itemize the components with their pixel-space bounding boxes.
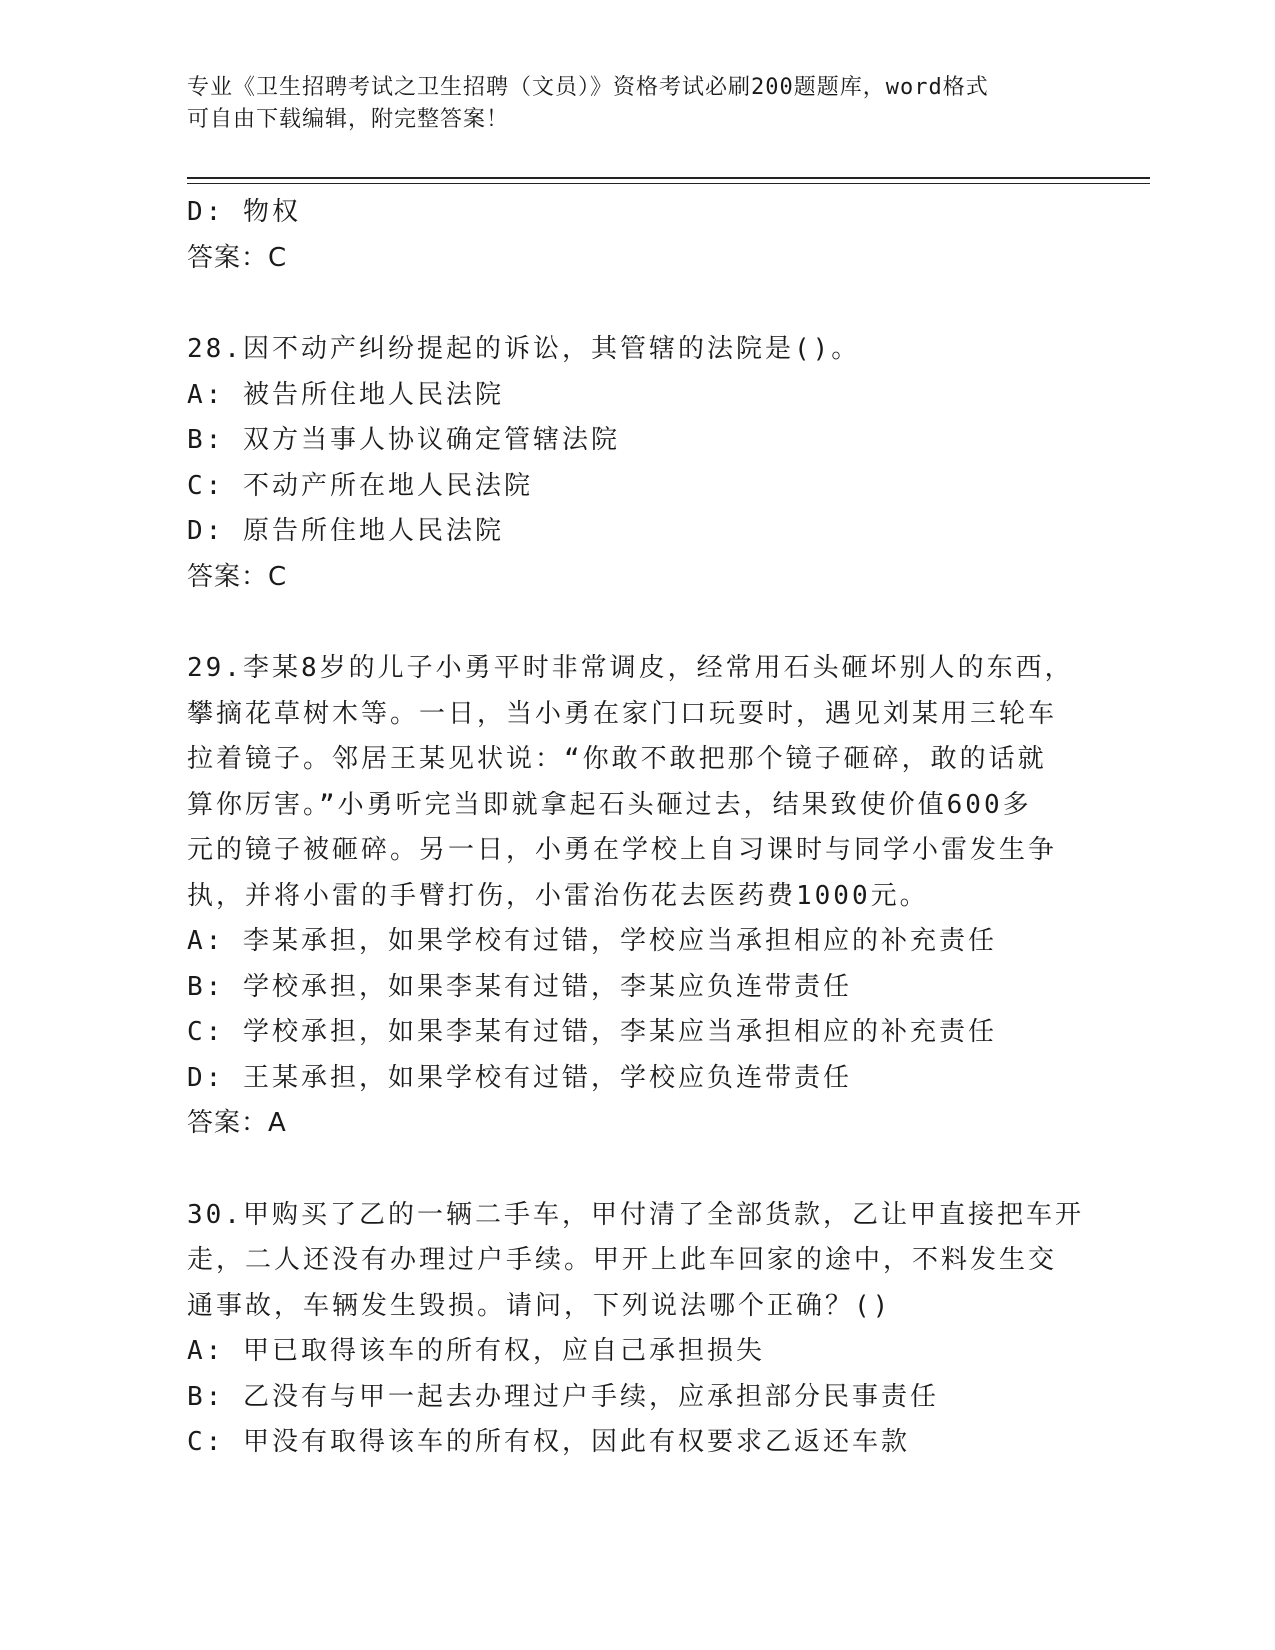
- question-stem-line: 29.李某8岁的儿子小勇平时非常调皮，经常用石头砸坏别人的东西，: [187, 653, 1074, 683]
- option-a: A: 甲已取得该车的所有权，应自己承担损失: [187, 1336, 765, 1366]
- question-stem-line: 执，并将小雷的手臂打伤，小雷治伤花去医药费1000元。: [187, 880, 929, 911]
- question-28: [187, 327, 1087, 600]
- header-divider-thick: [187, 177, 1150, 179]
- option-c: C: 不动产所在地人民法院: [187, 470, 533, 501]
- option-b: B: 双方当事人协议确定管辖法院: [187, 425, 620, 455]
- option-a: A: 被告所住地人民法院: [187, 379, 504, 410]
- question-30: [187, 1193, 1087, 1466]
- option-c: C: 甲没有取得该车的所有权，因此有权要求乙返还车款: [187, 1427, 910, 1457]
- document-header: [187, 72, 1077, 136]
- question-stem-line: 30.甲购买了乙的一辆二手车，甲付清了全部货款，乙让甲直接把车开: [187, 1199, 1084, 1230]
- question-stem-line: 元的镜子被砸碎。另一日，小勇在学校上自习课时与同学小雷发生争: [187, 835, 1058, 865]
- option-d: D: 物权: [187, 197, 301, 227]
- question-stem-line: 拉着镜子。邻居王某见状说：“你敢不敢把那个镜子砸碎，敢的话就: [187, 744, 1047, 774]
- question-stem-line: 通事故，车辆发生毁损。请问，下列说法哪个正确？(): [187, 1290, 892, 1321]
- spacer: [187, 281, 1087, 327]
- header-title-line-1: 专业《卫生招聘考试之卫生招聘（文员）》资格考试必刷200题题库，word格式: [187, 75, 989, 100]
- header-divider-thin: [187, 183, 1150, 184]
- question-29: [187, 646, 1087, 1147]
- previous-question-tail: [187, 190, 1087, 281]
- answer-line: 答案：A: [187, 1108, 287, 1138]
- option-d: D: 王某承担，如果学校有过错，学校应负连带责任: [187, 1062, 852, 1093]
- question-stem: 28.因不动产纠纷提起的诉讼，其管辖的法院是()。: [187, 334, 861, 364]
- option-a: A: 李某承担，如果学校有过错，学校应当承担相应的补充责任: [187, 926, 997, 956]
- spacer: [187, 1147, 1087, 1193]
- option-b: B: 乙没有与甲一起去办理过户手续，应承担部分民事责任: [187, 1381, 939, 1412]
- option-b: B: 学校承担，如果李某有过错，李某应负连带责任: [187, 971, 852, 1002]
- option-d: D: 原告所住地人民法院: [187, 516, 504, 546]
- option-c: C: 学校承担，如果李某有过错，李某应当承担相应的补充责任: [187, 1017, 997, 1047]
- answer-line: 答案：C: [187, 561, 288, 592]
- question-stem-line: 走，二人还没有办理过户手续。甲开上此车回家的途中，不料发生交: [187, 1245, 1058, 1275]
- question-stem-line: 算你厉害。”小勇听完当即就拿起石头砸过去，结果致使价值600多: [187, 789, 1032, 820]
- question-content: [187, 190, 1087, 1466]
- question-stem-line: 攀摘花草树木等。一日，当小勇在家门口玩耍时，遇见刘某用三轮车: [187, 698, 1058, 729]
- header-title-line-2: 可自由下载编辑，附完整答案！: [187, 107, 510, 132]
- spacer: [187, 600, 1087, 646]
- answer-line: 答案：C: [187, 242, 288, 273]
